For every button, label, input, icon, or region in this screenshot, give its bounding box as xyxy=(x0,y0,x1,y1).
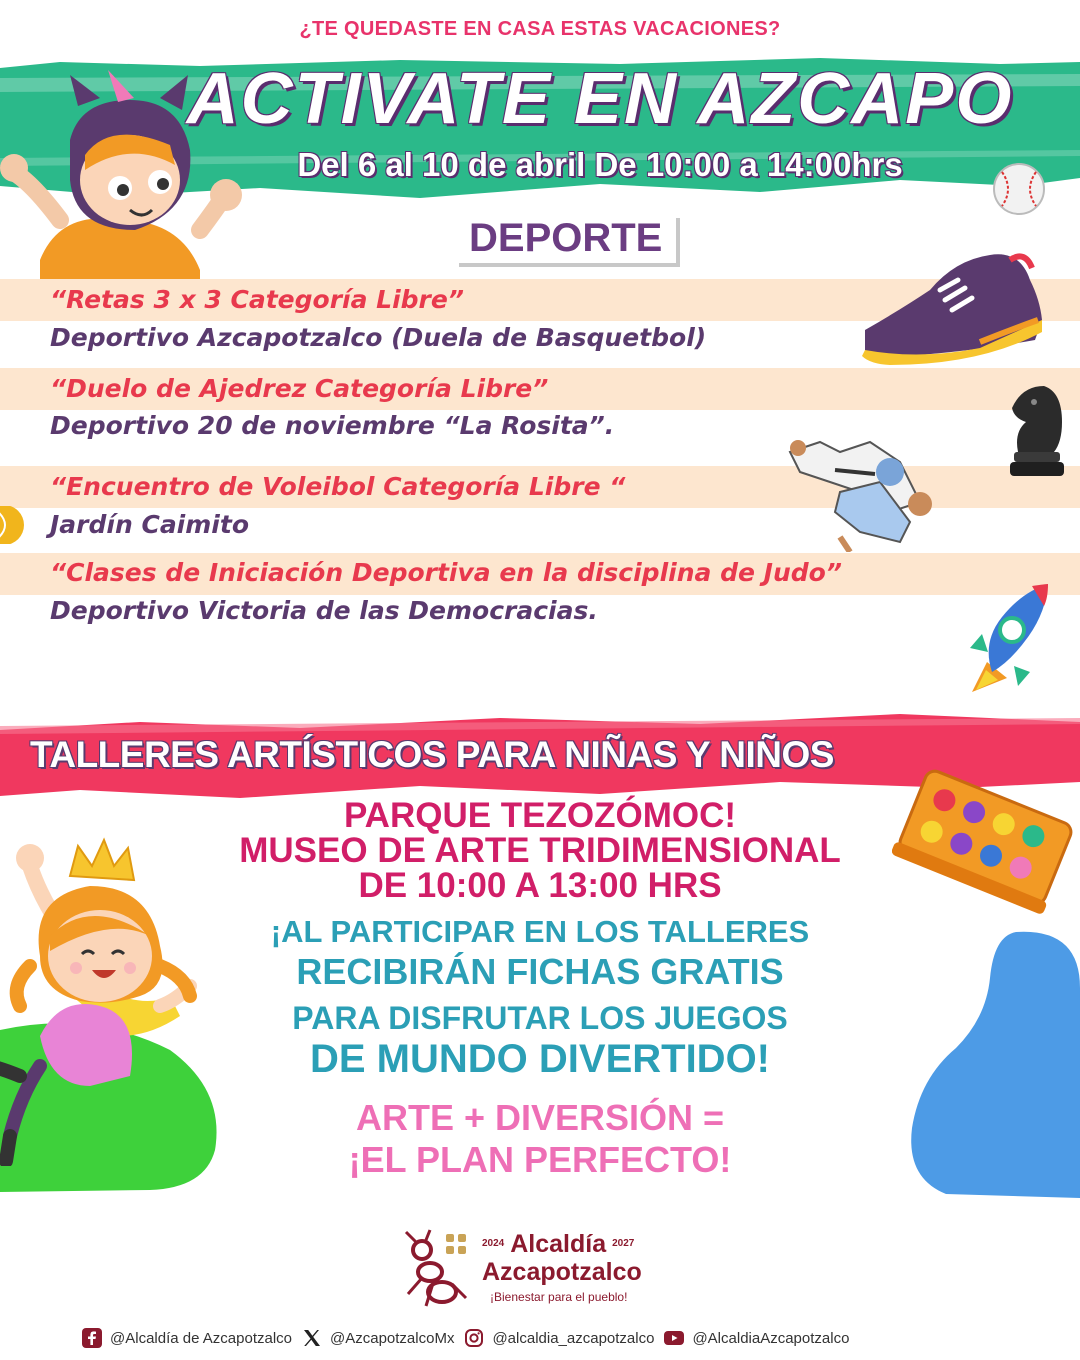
rocket-icon xyxy=(962,582,1054,702)
sneaker-icon xyxy=(860,250,1045,365)
facebook-icon xyxy=(82,1328,102,1348)
venue-time: DE 10:00 A 13:00 HRS xyxy=(358,866,722,905)
slogan-line-2: ¡EL PLAN PERFECTO! xyxy=(348,1139,732,1180)
activity-title: “Duelo de Ajedrez Categoría Libre” xyxy=(50,374,549,403)
unicorn-kid-illustration xyxy=(0,70,250,280)
youtube-icon xyxy=(664,1328,684,1348)
judo-illustration xyxy=(780,432,950,552)
tennis-ball-icon xyxy=(0,506,26,544)
instagram-handle: @alcaldia_azcapotzalco xyxy=(492,1329,655,1347)
x-icon xyxy=(302,1328,322,1348)
facebook-link[interactable] xyxy=(82,1328,292,1348)
facebook-handle: @Alcaldía de Azcapotzalco xyxy=(110,1329,292,1347)
info-line-3: PARA DISFRUTAR LOS JUEGOS xyxy=(292,1000,788,1036)
ant-logo-icon xyxy=(400,1228,472,1310)
youtube-handle: @AlcaldiaAzcapotzalco xyxy=(692,1329,850,1347)
instagram-link[interactable] xyxy=(464,1328,654,1348)
info-line-4: DE MUNDO DIVERTIDO! xyxy=(310,1037,770,1081)
activity-place: Deportivo Azcapotzalco (Duela de Basquetbol) xyxy=(50,323,707,352)
logo-name-line1: Alcaldía xyxy=(510,1230,607,1258)
section-heading-deporte: DEPORTE xyxy=(455,214,676,263)
social-links xyxy=(82,1326,849,1350)
x-link[interactable] xyxy=(302,1328,454,1348)
event-dates: Del 6 al 10 de abril De 10:00 a 14:00hrs xyxy=(297,146,903,183)
activity-title: “Encuentro de Voleibol Categoría Libre “ xyxy=(50,472,626,501)
chess-knight-icon xyxy=(1004,382,1068,478)
activity-place: Deportivo Victoria de las Democracias. xyxy=(50,596,598,625)
youtube-link[interactable] xyxy=(664,1328,849,1348)
section-heading-talleres: TALLERES ARTÍSTICOS PARA NIÑAS Y NIÑOS xyxy=(30,734,834,775)
kicker-text: ¿TE QUEDASTE EN CASA ESTAS VACACIONES? xyxy=(299,18,781,40)
baseball-icon xyxy=(992,162,1046,216)
main-title: ACTIVATE EN AZCAPO xyxy=(186,59,1014,139)
venue-park: PARQUE TEZOZÓMOC! xyxy=(343,796,737,835)
logo-name-block xyxy=(482,1230,642,1286)
blue-blob-shape xyxy=(906,928,1080,1198)
slogan-line-1: ARTE + DIVERSIÓN = xyxy=(355,1097,725,1138)
info-line-2: RECIBIRÁN FICHAS GRATIS xyxy=(296,951,784,992)
logo-year-end: 2027 xyxy=(612,1238,635,1249)
logo-tagline: ¡Bienestar para el pueblo! xyxy=(490,1290,628,1304)
info-line-1: ¡AL PARTICIPAR EN LOS TALLERES xyxy=(270,914,810,949)
activity-title: “Retas 3 x 3 Categoría Libre” xyxy=(50,285,464,314)
activity-place: Jardín Caimito xyxy=(50,510,249,539)
logo-name-line2: Azcapotzalco xyxy=(482,1258,642,1286)
alcaldia-logo xyxy=(400,1226,690,1316)
paint-palette-icon xyxy=(892,768,1076,914)
activity-title: “Clases de Iniciación Deportiva en la disciplina de Judo” xyxy=(50,558,842,587)
logo-year-start: 2024 xyxy=(482,1238,505,1249)
instagram-icon xyxy=(464,1328,484,1348)
venue-museum: MUSEO DE ARTE TRIDIMENSIONAL xyxy=(239,831,841,870)
princess-girl-illustration xyxy=(0,836,210,1166)
x-handle: @AzcapotzalcoMx xyxy=(330,1329,455,1347)
activity-place: Deportivo 20 de noviembre “La Rosita”. xyxy=(50,411,615,440)
